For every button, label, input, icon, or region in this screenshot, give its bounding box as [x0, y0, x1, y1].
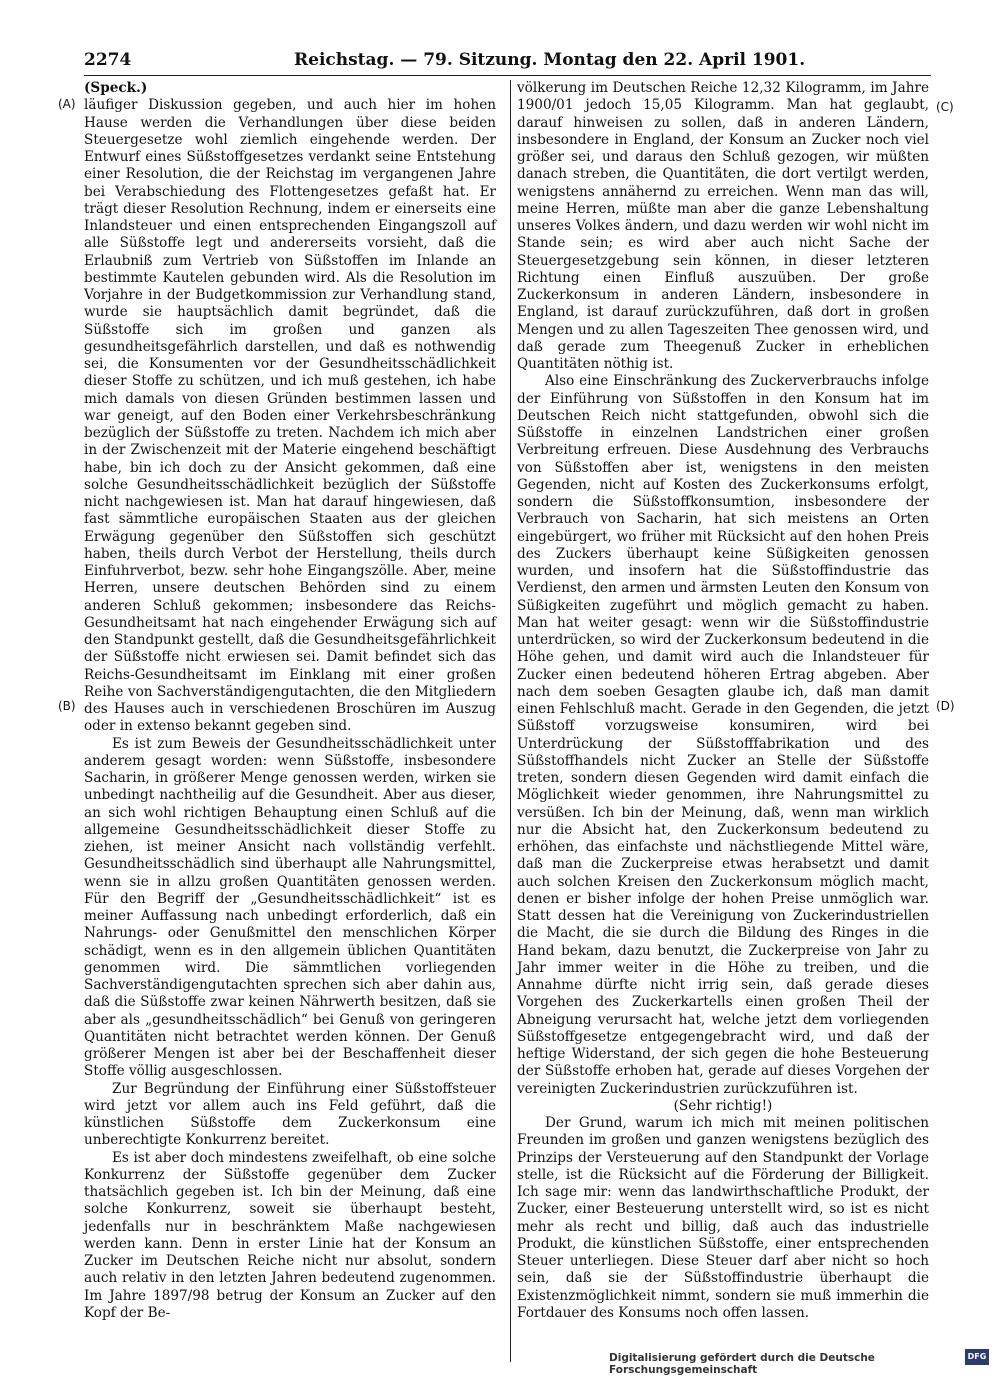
paragraph: Es ist zum Beweis der Gesundheitsschädlichkeit unter anderem gesagt worden: wenn Süßstoffe, insbesondere Sacharin, in größerer Menge genossen werden, wirken sie unbedingt nachtheilig auf die Gesundheit. Aber aus dieser, an sich wohl richtigen Behauptung einen Schluß auf die allgemeine Gesundheitsschädlichkeit dieser Stoffe zu ziehen, ist meiner Ansicht nach vollständig verfehlt. Gesundheitsschädlich sind überhaupt alle Nahrungsmittel, wenn sie in allzu großen Quantitäten genossen werden. Für den Begriff der „Gesundheitsschädlichkeit“ ist es meiner Auffassung nach unbedingt erforderlich, daß ein Nahrungs- oder Genußmittel den menschlichen Körper schädigt, wenn es in den allgemein üblichen Quantitäten genommen wird. Die sämmtlichen vorliegenden Sachverständigengutachten sprechen sich aber dahin aus, daß die Süßstoffe zwar keinen Nährwerth besitzen, daß sie aber als „gesundheitsschädlich“ bei Genuß von geringeren Quantitäten nicht betrachtet werden können. Der Genuß größerer Mengen ist aber bei der Beschaffenheit dieser Stoffe völlig ausgeschlossen.: [84, 735, 496, 1080]
column-divider: [510, 80, 511, 1362]
margin-mark-d: (D): [936, 699, 955, 713]
page-number: 2274: [84, 50, 132, 70]
paragraph: läufiger Diskussion gegeben, und auch hier im hohen Hause werden die Verhandlungen über diese beiden Steuergesetze wohl ziemlich eingehende werden. Der Entwurf eines Süßstoffgesetzes verdankt seine Entstehung einer Resolution, die der Reichstag im vergangenen Jahre bei Verabschiedung des Flottengesetzes gefaßt hat. Er trägt dieser Resolution Rechnung, indem er einerseits eine Inlandsteuer und einen entsprechenden Eingangszoll auf alle Süßstoffe legt und andererseits vorsieht, daß die Erlaubniß zum Vertrieb von Süßstoffen im Inlande an bestimmte Kautelen gebunden wird. Als die Resolution im Vorjahre in der Budgetkommission zur Verhandlung stand, wurde sie hauptsächlich damit begründet, daß die Süßstoffe sich im großen und ganzen als gesundheitsgefährlich darstellen, und daß es nothwendig sei, die Konsumenten vor der Gesundheitsschädlichkeit dieser Stoffe zu schützen, und ich muß gestehen, ich habe mich damals von diesen Gründen bestimmen lassen und war geneigt, auf den Boden einer Verkehrsbeschränkung bezüglich der Süßstoffe zu treten. Nachdem ich mich aber in der Zwischenzeit mit der Materie eingehend beschäftigt habe, bin ich doch zu der Ansicht gekommen, daß eine solche Gesundheitsschädlichkeit bezüglich der Süßstoffe nicht nachgewiesen ist. Man hat darauf hingewiesen, daß fast sämmtliche europäischen Staaten aus der gleichen Erwägung gegenüber den Süßstoffen sich geschützt haben, theils durch Verbot der Herstellung, theils durch Einfuhrverbot, bezw. sehr hohe Eingangszölle. Aber, meine Herren, unsere deutschen Behörden sind zu einem anderen Schluß gekommen; insbesondere das Reichs-Gesundheitsamt hat nach eingehender Erwägung sich auf den Standpunkt gestellt, daß die Gesundheitsgefährlichkeit der Süßstoffe nicht erwiesen sei. Damit befindet sich das Reichs-Gesundheitsamt im Einklang mit einer großen Reihe von Sachverständigengutachten, die den Mitgliedern des Hauses auch in verschiedenen Broschüren im Auszug oder in extenso bekannt gegeben sind.: [84, 97, 497, 735]
speaker-name: (Speck.): [84, 80, 148, 96]
interjection: (Sehr richtig!): [673, 1097, 773, 1114]
running-head: Reichstag. — 79. Sitzung. Montag den 22. April 1901.: [294, 50, 806, 70]
left-column: [84, 80, 496, 1322]
header-rule: [84, 75, 931, 76]
right-column: [517, 80, 929, 1322]
paragraph: Der Grund, warum ich mich mit meinen politischen Freunden im großen und ganzen wenigstens bezüglich des Prinzips der Versteuerung auf den Standpunkt der Vorlage stelle, ist die Rücksicht auf die Förderung der Billigkeit. Ich sage mir: wenn das landwirthschaftliche Produkt, der Zucker, einer Besteuerung unterstellt wird, so ist es nicht mehr als recht und billig, daß auch das industrielle Produkt, die künstlichen Süßstoffe, einer entsprechenden Steuer unterliegen. Diese Steuer darf aber nicht so hoch sein, daß sie der Süßstoffindustrie überhaupt die Existenzmöglichkeit nimmt, sondern sie muß immerhin die Fortdauer des Konsums noch offen lassen.: [517, 1115, 929, 1321]
dfg-logo: DFG: [965, 1349, 989, 1365]
paragraph: Also eine Einschränkung des Zuckerverbrauchs infolge der Einführung von Süßstoffen in den Konsum hat im Deutschen Reich nicht stattgefunden, obwohl sich die Süßstoffe in einzelnen Landstrichen einer großen Verbreitung erfreuen. Diese Ausdehnung des Verbrauchs von Süßstoffen aber ist, wenigstens in den meisten Gegenden, nicht auf Kosten des Zuckerkonsums erfolgt, sondern die Süßstoffkonsumtion, insbesondere der Verbrauch von Sacharin, hat sich meistens an Orten eingebürgert, wo früher mit Rücksicht auf den hohen Preis des Zuckers überhaupt keine Süßigkeiten genossen wurden, und insofern hat die Süßstoffindustrie das Verdienst, den armen und ärmsten Leuten den Konsum von Süßigkeiten zugeführt und möglich gemacht zu haben. Man hat weiter gesagt: wenn wir die Süßstoffindustrie unterdrücken, so wird der Zuckerkonsum bedeutend in die Höhe gehen, und damit wird auch die Inlandsteuer für Zucker einen bedeutend höheren Ertrag abgeben. Aber nach dem soeben Gesagten glaube ich, daß man damit einen Fehlschluß macht. Gerade in den Gegenden, die jetzt Süßstoff vorzugsweise konsumiren, wird bei Unterdrückung der Süßstofffabrikation und des Süßstoffhandels nicht Zucker an Stelle der Süßstoffe treten, sondern diesen Gegenden wird damit einfach die Möglichkeit wieder genommen, ihre Nahrungsmittel zu versüßen. Ich bin der Meinung, daß, wenn man wirklich nur die Absicht hat, den Zuckerkonsum bedeutend zu erhöhen, das einfachste und nächstliegende Mittel wäre, daß man die Zuckerpreise etwas herabsetzt und damit auch solchen Kreisen den Zuckerkonsum möglich macht, denen er bisher infolge der hohen Preise unmöglich war. Statt dessen hat die Vereinigung von Zuckerindustriellen die Macht, die sie durch die Bildung des Ringes in die Hand bekam, dazu benutzt, die Zuckerpreise von Jahr zu Jahr immer weiter in die Höhe zu treiben, und die Annahme dürfte nicht irrig sein, daß gerade dieses Vorgehen des Zuckerkartells einen großen Theil der Abneigung verursacht hat, welche jetzt dem vorliegenden Süßstoffgesetze entgegengebracht wird, und daß der heftige Widerstand, der sich gegen die hohe Besteuerung der Süßstoffe erhoben hat, gerade auf dieses Vorgehen der vereinigten Zuckerindustrien zurückzuführen ist.: [517, 373, 929, 1097]
digitization-credit: Digitalisierung gefördert durch die Deutsche Forschungsgemeinschaft: [609, 1352, 875, 1376]
paragraph: völkerung im Deutschen Reiche 12,32 Kilogramm, im Jahre 1900/01 jedoch 15,05 Kilogramm. Man hat geglaubt, darauf hinweisen zu sollen, daß in anderen Ländern, insbesondere in England, der Konsum an Zucker noch viel größer sei, und daraus den Schluß gezogen, wir müßten danach streben, die Quantitäten, die dort vertilgt werden, wenigstens annähernd zu erreichen. Wenn man das will, meine Herren, müßte man aber die ganze Lebenshaltung unseres Volkes ändern, und dazu werden wir wohl nicht im Stande sein; es wird aber auch nicht Sache der Steuergesetzgebung sein können, in dieser letzteren Richtung einen Einfluß auszuüben. Der große Zuckerkonsum in anderen Ländern, insbesondere in England, ist darauf zurückzuführen, daß dort in großen Mengen und zu allen Tageszeiten Thee genossen wird, und daß gerade zum Theegenuß Zucker in erheblichen Quantitäten nöthig ist.: [517, 80, 929, 372]
page-header: [84, 50, 930, 70]
paragraph: Es ist aber doch mindestens zweifelhaft, ob eine solche Konkurrenz der Süßstoffe gegenüber dem Zucker thatsächlich gegeben ist. Ich bin der Meinung, daß eine solche Konkurrenz, soweit sie überhaupt besteht, jedenfalls nur in beschränktem Maße nachgewiesen werden kann. Denn in erster Linie hat der Konsum an Zucker im Deutschen Reiche nicht nur absolut, sondern auch relativ in den letzten Jahren bedeutend zugenommen. Im Jahre 1897/98 betrug der Konsum an Zucker auf den Kopf der Be-: [84, 1149, 496, 1321]
margin-mark-c: (C): [936, 100, 954, 114]
margin-mark-a: (A): [58, 97, 76, 111]
paragraph: Zur Begründung der Einführung einer Süßstoffsteuer wird jetzt vor allem auch ins Feld geführt, daß die künstlichen Süßstoffe dem Zuckerkonsum eine unberechtigte Konkurrenz bereitet.: [84, 1080, 496, 1149]
margin-mark-b: (B): [58, 699, 76, 713]
